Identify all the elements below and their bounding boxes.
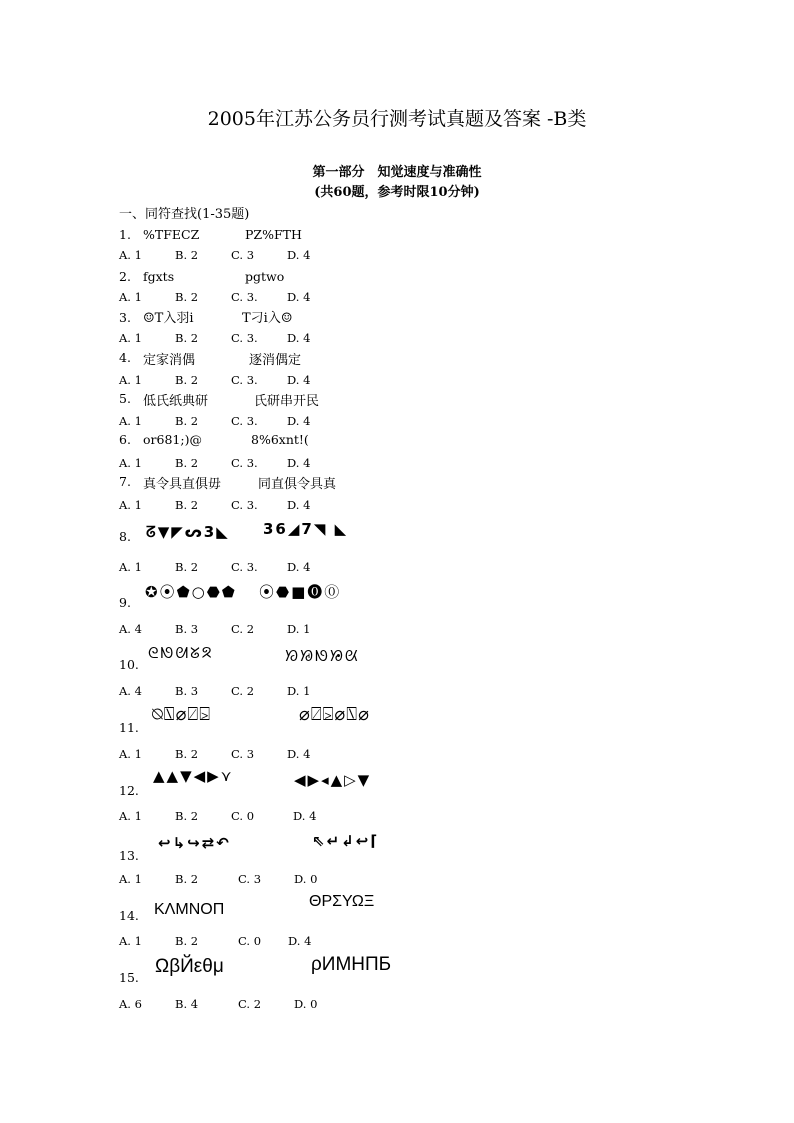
- option-c: C. 3: [238, 872, 262, 886]
- option-a: A. 1: [119, 248, 142, 262]
- answer-options: [119, 331, 310, 345]
- question-number: 4.: [119, 350, 131, 365]
- symbol-group-right: ◀▶◂▲▷▼: [294, 771, 372, 789]
- option-b: B. 2: [175, 498, 199, 512]
- option-b: B. 2: [175, 373, 199, 387]
- option-d: D. 4: [287, 290, 311, 304]
- option-d: D. 4: [287, 456, 311, 470]
- question-number: 11.: [119, 720, 139, 735]
- option-d: D. 4: [287, 747, 311, 761]
- option-a: A. 4: [119, 684, 142, 698]
- option-c: C. 2: [238, 997, 262, 1011]
- symbol-group-left: ✪⦿⬟○⬣⬟: [145, 583, 237, 601]
- option-b: B. 3: [175, 684, 199, 698]
- answer-options: [119, 934, 311, 948]
- option-a: A. 4: [119, 622, 142, 636]
- answer-options: [119, 248, 310, 262]
- answer-options: [119, 414, 310, 428]
- question-number: 2.: [119, 269, 131, 284]
- option-d: D. 4: [287, 560, 311, 574]
- option-c: C. 3.: [231, 290, 258, 304]
- answer-options: [119, 997, 317, 1011]
- option-c: C. 3.: [231, 373, 258, 387]
- question-number: 3.: [119, 310, 131, 325]
- option-b: B. 2: [175, 809, 199, 823]
- question-right: T刁i入☺: [242, 311, 293, 326]
- question-left: 真令具直俱毋: [143, 477, 222, 492]
- option-b: B. 2: [175, 456, 199, 470]
- option-a: A. 1: [119, 331, 142, 345]
- option-a: A. 1: [119, 373, 142, 387]
- page-title: 2005年江苏公务员行测考试真题及答案 -B类: [207, 108, 587, 130]
- option-a: A. 1: [119, 290, 142, 304]
- question-number: 6.: [119, 432, 131, 447]
- option-c: C. 3: [231, 747, 255, 761]
- symbol-group-left: ↩↳↪⇄↶: [158, 834, 231, 852]
- symbol-group-right: ⌀⍁⍄⌀⍂⌀: [299, 704, 370, 725]
- question-number: 14.: [119, 908, 139, 923]
- question-right: 同直俱令具真: [258, 477, 337, 492]
- question-right: pgtwo: [245, 269, 285, 284]
- question-left: ☺T入羽i: [143, 311, 194, 326]
- section-heading: 一、同符查找(1-35题): [119, 207, 250, 222]
- question-left: or681;)@: [143, 432, 202, 447]
- symbol-group-left: ▲▲▼◀▶⋎: [153, 767, 234, 785]
- option-b: B. 4: [175, 997, 199, 1011]
- symbol-group-right: ⦿⬣■⓿⓪: [259, 583, 342, 601]
- question-left: %TFECZ: [143, 227, 200, 242]
- option-a: A. 1: [119, 456, 142, 470]
- question-number: 13.: [119, 848, 139, 863]
- question-number: 10.: [119, 657, 139, 672]
- option-d: D. 1: [287, 684, 311, 698]
- option-a: A. 1: [119, 414, 142, 428]
- option-a: A. 1: [119, 809, 142, 823]
- question-left: fgxts: [143, 269, 175, 284]
- option-c: C. 3.: [231, 414, 258, 428]
- option-b: B. 3: [175, 622, 199, 636]
- answer-options: [119, 373, 310, 387]
- option-b: B. 2: [175, 872, 199, 886]
- option-c: C. 0: [238, 934, 262, 948]
- option-a: A. 1: [119, 560, 142, 574]
- option-b: B. 2: [175, 560, 199, 574]
- part-title: 第一部分 知觉速度与准确性: [312, 165, 482, 180]
- symbol-group-left: ᘔ▼◤ᔕ3◣: [146, 523, 230, 541]
- option-b: B. 2: [175, 747, 199, 761]
- question-number: 15.: [119, 970, 139, 985]
- answer-options: [119, 684, 310, 698]
- option-a: A. 1: [119, 747, 142, 761]
- option-c: C. 2: [231, 622, 255, 636]
- symbol-group-right: ΘΡΣΥΩΞ: [309, 893, 375, 910]
- option-b: B. 2: [175, 414, 199, 428]
- question-left: 低氏纸典研: [143, 394, 209, 409]
- symbol-group-left: ⍉⍂⌀⍁⍄: [152, 704, 212, 725]
- answer-options: [119, 622, 310, 636]
- symbol-group-right: ᘞᘟᘚᘠᘡ: [285, 647, 360, 665]
- option-d: D. 1: [287, 622, 311, 636]
- question-left: 定家消偶: [143, 353, 196, 368]
- symbol-group-left: ᘓᘚᘛᘜᘝ: [148, 644, 214, 662]
- answer-options: [119, 456, 310, 470]
- symbol-group-left: ΩβЙεθμ: [155, 956, 224, 977]
- option-a: A. 1: [119, 872, 142, 886]
- question-right: PZ%FTH: [245, 227, 302, 242]
- question-right: 逐消偶定: [249, 353, 302, 368]
- question-number: 5.: [119, 391, 131, 406]
- answer-options: [119, 560, 310, 574]
- option-c: C. 3.: [231, 456, 258, 470]
- question-right: 8%6xnt!(: [251, 432, 309, 447]
- option-c: C. 3.: [231, 560, 258, 574]
- option-d: D. 4: [288, 934, 312, 948]
- option-d: D. 4: [287, 414, 311, 428]
- option-a: A. 1: [119, 934, 142, 948]
- option-d: D. 4: [293, 809, 317, 823]
- option-c: C. 3.: [231, 498, 258, 512]
- symbol-group-left: ΚΛΜΝΟΠ: [154, 901, 225, 918]
- option-a: A. 1: [119, 498, 142, 512]
- symbol-group-right: ρИМНПБ: [311, 954, 392, 975]
- question-number: 12.: [119, 783, 139, 798]
- option-c: C. 0: [231, 809, 255, 823]
- part-subtitle: (共60题，参考时限10分钟): [314, 185, 480, 200]
- option-c: C. 3: [231, 248, 255, 262]
- answer-options: [119, 290, 310, 304]
- answer-options: [119, 809, 316, 823]
- option-b: B. 2: [175, 248, 199, 262]
- option-b: B. 2: [175, 934, 199, 948]
- answer-options: [119, 747, 310, 761]
- option-b: B. 2: [175, 331, 199, 345]
- option-d: D. 0: [294, 997, 318, 1011]
- option-a: A. 6: [119, 997, 142, 1011]
- option-d: D. 4: [287, 498, 311, 512]
- option-c: C. 3.: [231, 331, 258, 345]
- option-b: B. 2: [175, 290, 199, 304]
- option-d: D. 4: [287, 331, 311, 345]
- option-d: D. 0: [294, 872, 318, 886]
- question-number: 8.: [119, 529, 131, 544]
- symbol-group-right: 36◢7◥ ◣: [263, 520, 349, 538]
- symbol-group-right: ⇖↵↲↩⌈: [312, 832, 380, 850]
- answer-options: [119, 872, 317, 886]
- question-number: 7.: [119, 474, 131, 489]
- question-right: 氏研串开民: [254, 394, 320, 409]
- answer-options: [119, 498, 310, 512]
- option-d: D. 4: [287, 373, 311, 387]
- question-number: 9.: [119, 595, 131, 610]
- option-d: D. 4: [287, 248, 311, 262]
- question-number: 1.: [119, 227, 131, 242]
- option-c: C. 2: [231, 684, 255, 698]
